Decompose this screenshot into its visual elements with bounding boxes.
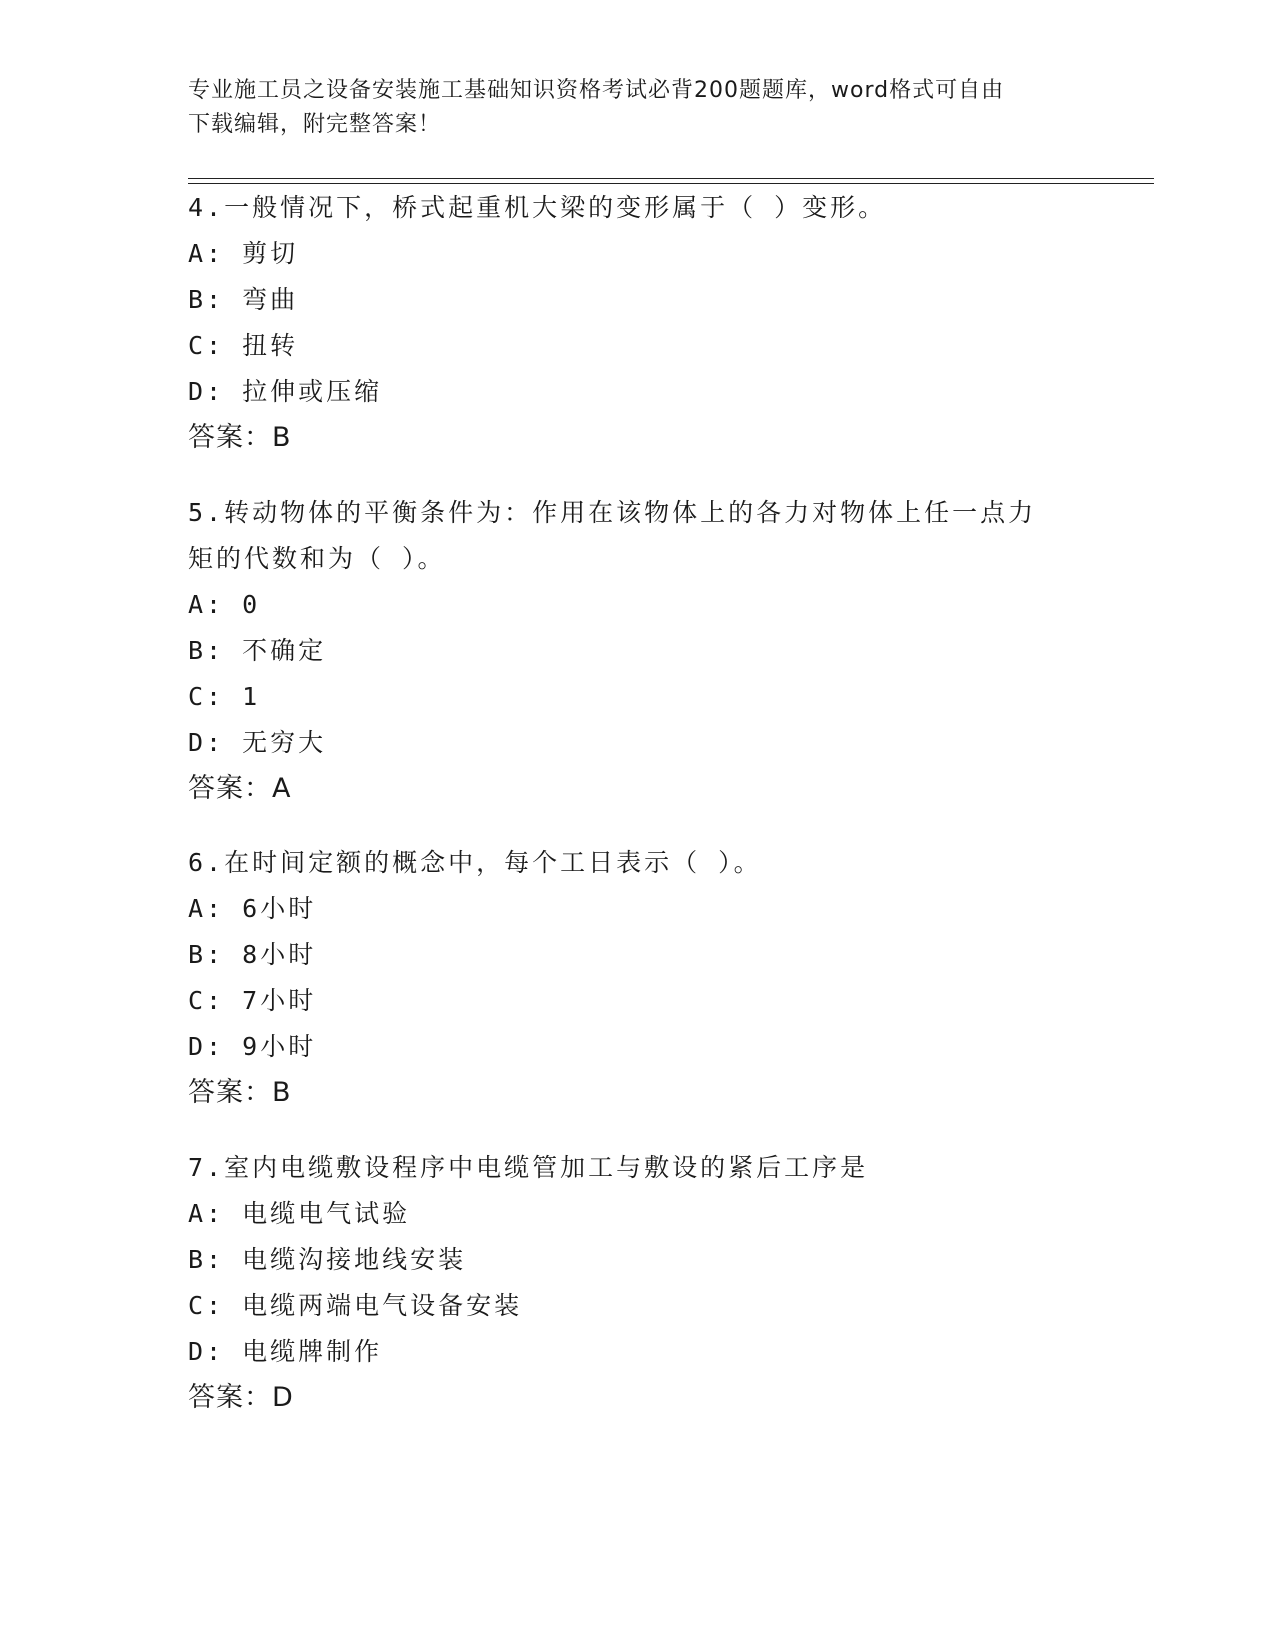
- option-c: C: 7小时: [188, 986, 317, 1015]
- option-c: C: 电缆两端电气设备安装: [188, 1291, 523, 1320]
- answer: 答案：D: [188, 1382, 294, 1413]
- option-b: B: 不确定: [188, 636, 327, 665]
- option-d: D: 电缆牌制作: [188, 1337, 383, 1366]
- question-5: [188, 490, 1088, 812]
- header-line-2: 下载编辑，附完整答案！: [188, 112, 442, 137]
- question-text: 6.在时间定额的概念中，每个工日表示（ ）。: [188, 848, 762, 877]
- question-text-continued: 矩的代数和为（ ）。: [188, 544, 446, 573]
- question-7: [188, 1145, 1088, 1421]
- header-divider-bottom: [188, 183, 1154, 184]
- header-line-1: 专业施工员之设备安装施工基础知识资格考试必背200题题库，word格式可自由: [188, 78, 1005, 103]
- question-4: [188, 185, 1088, 461]
- option-b: B: 电缆沟接地线安装: [188, 1245, 467, 1274]
- option-a: A: 电缆电气试验: [188, 1199, 411, 1228]
- option-a: A: 剪切: [188, 239, 299, 268]
- option-c: C: 1: [188, 682, 261, 711]
- question-text: 7.室内电缆敷设程序中电缆管加工与敷设的紧后工序是: [188, 1153, 869, 1182]
- option-b: B: 弯曲: [188, 285, 299, 314]
- header-divider-top: [188, 178, 1154, 179]
- option-d: D: 拉伸或压缩: [188, 377, 383, 406]
- option-d: D: 无穷大: [188, 728, 327, 757]
- option-b: B: 8小时: [188, 940, 317, 969]
- option-a: A: 0: [188, 590, 261, 619]
- question-text: 4.一般情况下，桥式起重机大梁的变形属于（ ）变形。: [188, 193, 887, 222]
- answer: 答案：B: [188, 1077, 292, 1108]
- question-text: 5.转动物体的平衡条件为：作用在该物体上的各力对物体上任一点力: [188, 498, 1037, 527]
- answer: 答案：A: [188, 773, 292, 804]
- document-header: [188, 74, 1068, 142]
- option-c: C: 扭转: [188, 331, 299, 360]
- question-6: [188, 840, 1088, 1116]
- option-d: D: 9小时: [188, 1032, 317, 1061]
- option-a: A: 6小时: [188, 894, 317, 923]
- answer: 答案：B: [188, 422, 292, 453]
